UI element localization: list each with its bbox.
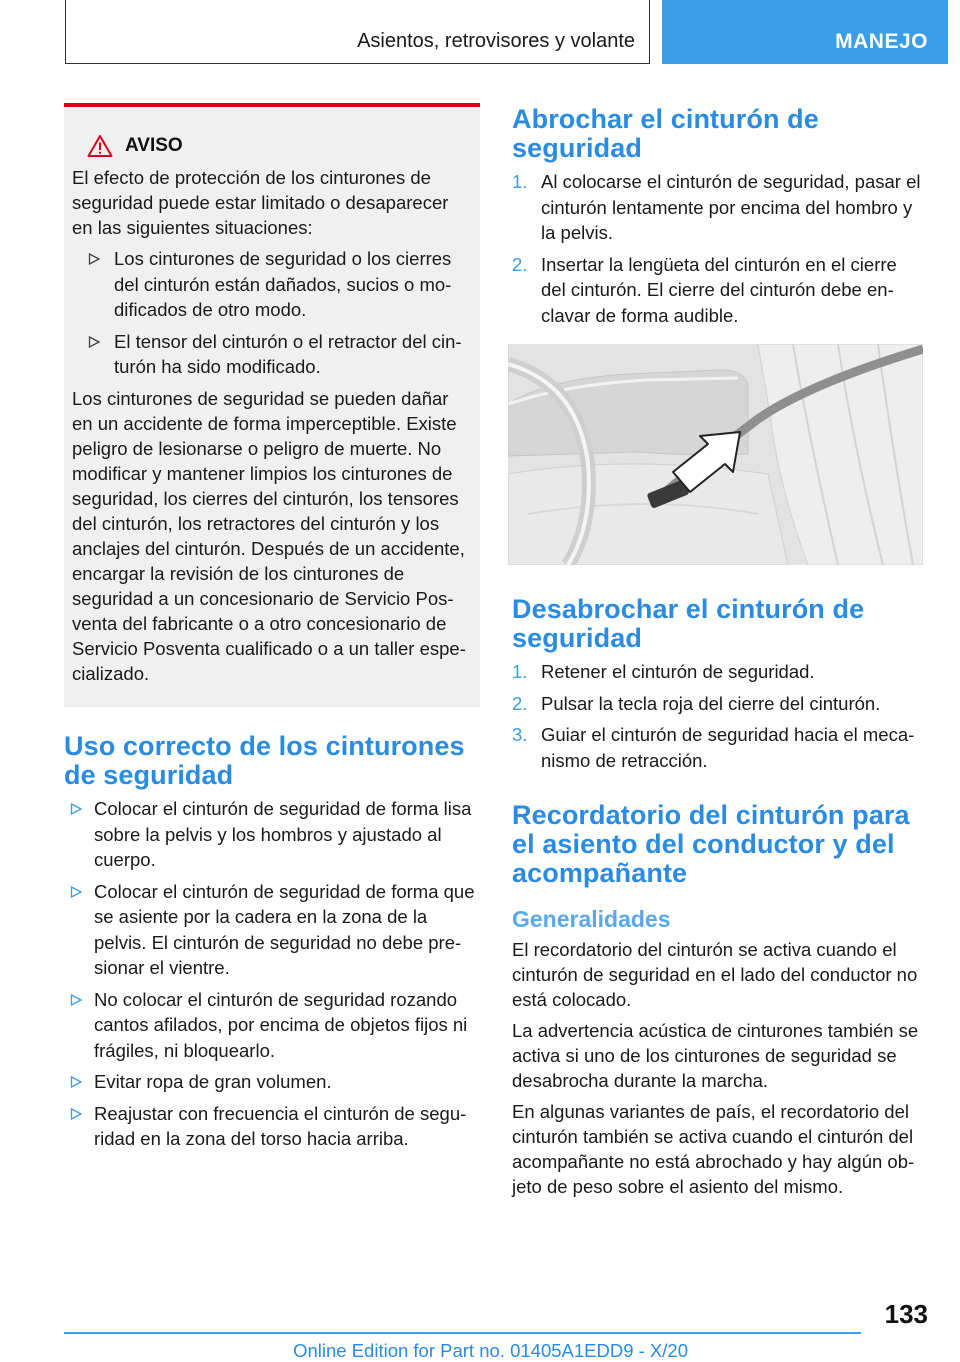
warning-bullet-list xyxy=(72,246,470,380)
list-item: 2. Pulsar la tecla roja del cierre del cinturón. xyxy=(512,691,924,717)
section-heading: Recordatorio del cinturón para el asiento del conductor y del acompañante xyxy=(512,800,910,888)
paragraph: La advertencia acústica de cinturones también se activa si uno de los cinturones de seguridad se desabrocha durante la marcha. xyxy=(512,1020,919,1091)
warning-intro: El efecto de protección de los cinturones de seguridad puede estar limitado o desaparecer en las siguientes situaciones: xyxy=(72,167,449,238)
step-number: 2. xyxy=(512,692,528,714)
list-item: 1. Retener el cinturón de seguridad. xyxy=(512,659,924,685)
header-chapter-label: MANEJO xyxy=(835,30,928,53)
section-subheading: Generalidades xyxy=(512,906,671,932)
header-chapter-tab xyxy=(662,0,948,64)
list-item: El tensor del cinturón o el retractor del cinturón ha sido modificado. xyxy=(72,329,470,380)
triangle-bullet-icon xyxy=(70,1108,82,1120)
section-desabrochar xyxy=(512,595,924,773)
step-number: 1. xyxy=(512,661,528,682)
list-item: 2. Insertar la lengüeta del cinturón en el cierre del cinturón. El cierre del cinturón debe enclavar de forma audible. xyxy=(512,253,897,326)
triangle-bullet-icon xyxy=(70,803,82,815)
list-item: No colocar el cinturón de seguridad rozando cantos afilados, por encima de objetos fijos ni frágiles, ni bloquearlo. xyxy=(64,987,480,1064)
step-number: 3. xyxy=(512,724,528,745)
triangle-bullet-icon xyxy=(70,994,82,1006)
desabrochar-steps xyxy=(512,659,924,773)
page-number: 133 xyxy=(884,1299,928,1329)
warning-title-row xyxy=(87,131,470,161)
list-item: Evitar ropa de gran volumen. xyxy=(64,1069,480,1095)
list-item: Colocar el cinturón de seguridad de forma que se asiente por la cadera en la zona de la pelvis. El cinturón de seguridad no debe presionar el vientre. xyxy=(64,879,480,981)
section-heading: Abrochar el cinturón de seguridad xyxy=(512,104,819,163)
seatbelt-buckle-illustration xyxy=(508,344,923,565)
list-item: Colocar el cinturón de seguridad de forma lisa sobre la pelvis y los hombros y ajustado al cuerpo. xyxy=(64,796,480,873)
list-item: 1. Al colocarse el cinturón de seguridad, pasar el cinturón lentamente por encima del hombro y la pelvis. xyxy=(512,171,921,243)
list-item: Los cinturones de seguridad o los cierres del cinturón están dañados, sucios o modificados de otro modo. xyxy=(72,246,470,323)
section-heading: Desabrochar el cinturón de seguridad xyxy=(512,594,865,653)
seatbelt-buckle-image xyxy=(508,344,923,565)
list-item: 3. Guiar el cinturón de seguridad hacia el mecanismo de retracción. xyxy=(512,724,915,771)
paragraph: El recordatorio del cinturón se activa cuando el cinturón de seguridad en el lado del conductor no está colocado. xyxy=(512,939,918,1010)
section-abrochar xyxy=(512,105,924,328)
triangle-bullet-icon xyxy=(70,886,82,898)
list-item: Reajustar con frecuencia el cinturón de seguridad en la zona del torso hacia arriba. xyxy=(64,1101,480,1152)
triangle-bullet-icon xyxy=(88,336,100,348)
step-number: 2. xyxy=(512,253,528,275)
section-uso-correcto xyxy=(64,732,480,1152)
footer-edition: Online Edition for Part no. 01405A1EDD9 - X/20 xyxy=(293,1340,688,1361)
warning-title: AVISO xyxy=(125,135,183,156)
warning-triangle-icon xyxy=(87,134,113,158)
warning-body: Los cinturones de seguridad se pueden dañar en un accidente de forma imperceptible. Existe peligro de lesionarse o peligro de muerte. No modificar y mantener limpios los cinturones de seguridad, los cierres del cinturón, los tensores del cinturón, los retractores del cinturón y los anclajes del cinturón. Después de un accidente, encargar la revisión de los cinturones de seguridad a un concesionario de Servicio Posventa del fabricante o a otro concesionario de Servicio Posventa cualificado o a un taller especializado. xyxy=(72,387,466,684)
header-section-box xyxy=(65,0,650,64)
header-section-title: Asientos, retrovisores y volante xyxy=(357,30,635,52)
section-heading: Uso correcto de los cinturones de seguridad xyxy=(64,731,465,790)
section-recordatorio xyxy=(512,801,924,1199)
step-number: 1. xyxy=(512,171,528,192)
uso-correcto-list xyxy=(64,796,480,1152)
warning-box xyxy=(64,103,480,707)
footer-divider xyxy=(64,1332,861,1334)
paragraph: En algunas variantes de país, el recordatorio del cinturón también se activa cuando el cinturón del acompañante no está abrochado y hay algún objeto de peso sobre el asiento del mismo. xyxy=(512,1101,915,1197)
abrochar-steps xyxy=(512,169,924,328)
triangle-bullet-icon xyxy=(70,1076,82,1088)
triangle-bullet-icon xyxy=(88,253,100,265)
